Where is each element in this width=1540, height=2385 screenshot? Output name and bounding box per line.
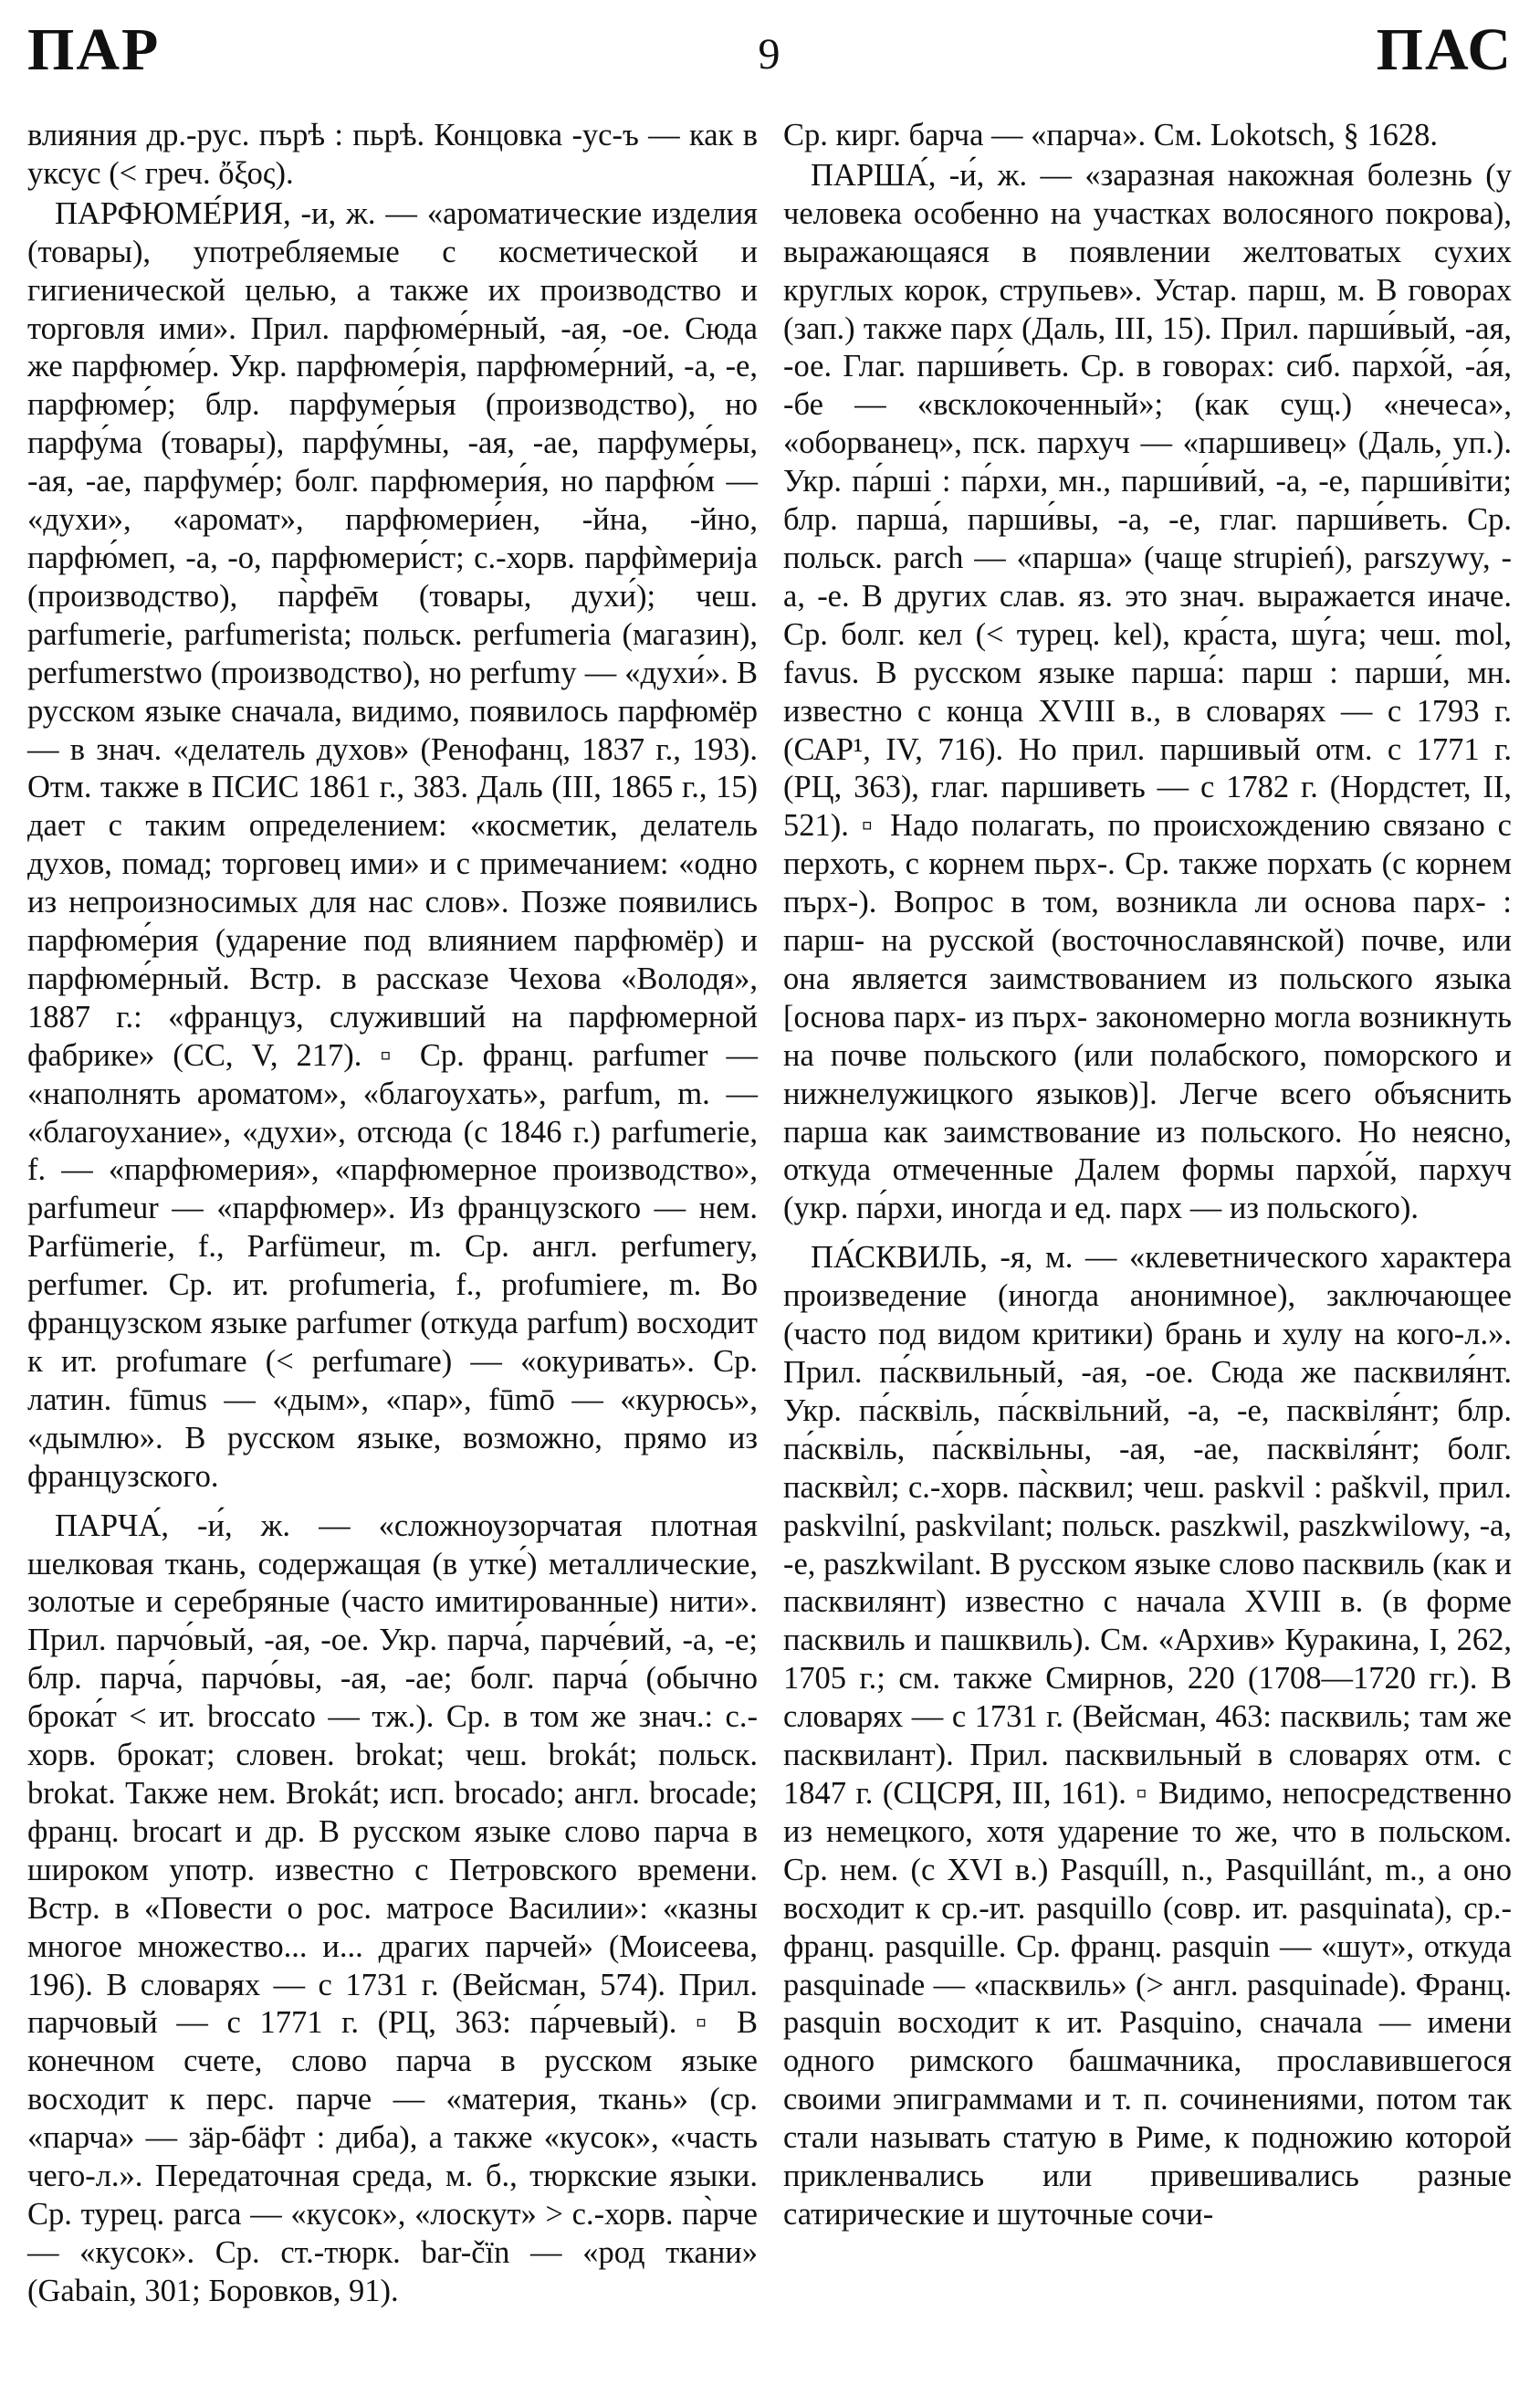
entry-parsha: ПАРША́, -и́, ж. — «заразная накожная болезнь (у человека особенно на участках волосяного покрова), выражающаяся в появлении желтоватых сухих круглых корок, струпьев». Устар. парш, м. В говорах (зап.) также парх (Даль, III, 15). Прил. парши́вый, -ая, -ое. Глаг. парши́веть. Ср. в говорах: сиб. пархо́й, -а́я, -бе — «всклокоченный»; (как сущ.) «нечеса», «оборванец», пск. пархуч — «паршивец» (Даль, уп.). Укр. па́рші : па́рхи, мн., парши́вий, -а, -е, парши́віти; блр. парша́, парши́вы, -а, -е, глаг. парши́веть. Ср. польск. parch — «парша» (чаще strupień), parszywy, -a, -e. В других слав. яз. это знач. выражается иначе. Ср. болг. кел (< турец. kel), кра́ста, шу́га; чеш. mol, favus. В русском языке парша́: парш : парши́, мн. известно с конца XVIII в., в словарях — с 1793 г. (САР¹, IV, 716). Но прил. паршивый отм. с 1771 г. (РЦ, 363), глаг. паршиветь — с 1782 г. (Нордстет, II, 521). ▫ Надо полагать, по происхождению связано с перхоть, с корнем пьрх-. Ср. также порхать (с корнем пърх-). Вопрос в том, возникла ли основа парх- : парш- на русской (восточнославянской) почве, или она является заимствованием из польского языка [основа парх- из пърх- закономерно могла возникнуть на почве польского (или полабского, поморского и нижнелужицкого языков)]. Легче всего объяснить парша как заимствование из польского. Но неясно, откуда отмеченные Далем формы пархо́й, пархуч (укр. па́рхи, иногда и ед. парх — из польского). [783, 157, 1512, 1226]
right-column [783, 117, 1512, 2234]
page-number: 9 [758, 30, 782, 79]
entry-paskvil: ПА́СКВИЛЬ, -я, м. — «клеветнического характера произведение (иногда анонимное), заключающее (часто под видом критики) брань и хулу на кого-л.». Прил. па́сквильный, -ая, -ое. Сюда же пасквиля́нт. Укр. па́сквіль, па́сквільний, -а, -е, пасквіля́нт; блр. па́сквіль, па́сквільны, -ая, -ае, пасквіля́нт; болг. пасквѝл; с.-хорв. па̀сквил; чеш. paskvil : paškvil, прил. paskvilní, paskvilant; польск. paszkwil, paszkwilowy, -a, -e, paszkwilant. В русском языке слово пасквиль (как и пасквилянт) известно с начала XVIII в. (в форме пасквиль и пашквиль). См. «Архив» Куракина, I, 262, 1705 г.; см. также Смирнов, 220 (1708—1720 гг.). В словарях — с 1731 г. (Вейсман, 463: пасквиль; там же пасквилант). Прил. пасквильный в словарях отм. с 1847 г. (СЦСРЯ, III, 161). ▫ Видимо, непосредственно из немецкого, хотя ударение то же, что в польском. Ср. нем. (с XVI в.) Pasquíll, n., Pasquillánt, m., а оно восходит к ср.-ит. pasquillo (совр. ит. pasquinata), ср.-франц. pasquille. Ср. франц. pasquin — «шут», откуда pasquinade — «пасквиль» (> англ. pasquinade). Франц. pasquin восходит к ит. Pasquino, сначала — имени одного римского башмачника, прославившегося своими эпиграммами и т. п. сочинениями, потом так стали называть статую в Риме, к подножию которой прикленвались или привешивались разные сатирические и шуточные сочи- [783, 1240, 1512, 2232]
running-head-left: ПАР [27, 16, 161, 83]
entry-parfumeriya: ПАРФЮМЕ́РИЯ, -и, ж. — «ароматические изделия (товары), употребляемые с косметической и гигиенической целью, а также их производство и торговля ими». Прил. парфюме́рный, -ая, -ое. Сюда же парфюме́р. Укр. парфюме́рія, парфюме́рний, -а, -е, парфюме́р; блр. парфуме́рыя (производство), но парфу́ма (товары), парфу́мны, -ая, -ае, парфуме́ры, -ая, -ае, парфуме́р; болг. парфюмери́я, но парфю́м — «духи», «аромат», парфюмери́ен, -йна, -йно, парфю́меп, -а, -о, парфюмери́ст; с.-хорв. парфѝмерија (производство), па̀рфе̄м (товары, духи́); чеш. parfumerie, parfumerista; польск. perfumeria (магазин), perfumerstwo (производство), но perfumy — «духи́». В русском языке сначала, видимо, появилось парфюмёр — в знач. «делатель духов» (Ренофанц, 1837 г., 193). Отм. также в ПСИС 1861 г., 383. Даль (III, 1865 г., 15) дает с таким определением: «косметик, делатель духов, помад; торговец ими» и с примечанием: «одно из непроизносимых для нас слов». Позже появились парфюме́рия (ударение под влиянием парфюмёр) и парфюме́рный. Встр. в рассказе Чехова «Володя», 1887 г.: «француз, служивший на парфюмерной фабрике» (СС, V, 217). ▫ Ср. франц. parfumer — «наполнять ароматом», «благоухать», parfum, m. — «благоухание», «духи», отсюда (с 1846 г.) parfumerie, f. — «парфюмерия», «парфюмерное производство», parfumeur — «парфюмер». Из французского — нем. Parfümerie, f., Parfümeur, m. Ср. англ. perfumery, perfumer. Ср. ит. profumeria, f., profumiere, m. Во французском языке parfumer (откуда parfum) восходит к ит. profumare (< perfumare) — «окуривать». Ср. латин. fūmus — «дым», «пар», fūmō — «курюсь», «дымлю». В русском языке, возможно, прямо из французского. [27, 195, 758, 1494]
running-head-right: ПАС [1376, 16, 1513, 83]
entry-parcha: ПАРЧА́, -и́, ж. — «сложноузорчатая плотная шелковая ткань, содержащая (в утке́) металлические, золотые и серебряные (часто имитированные) нити». Прил. парчо́вый, -ая, -ое. Укр. парча́, парче́вий, -а, -е; блр. парча́, парчо́вы, -ая, -ае; болг. парча́ (обычно брока́т < ит. broccato — тж.). Ср. в том же знач.: с.-хорв. брокат; словен. brokat; чеш. brokát; польск. brokat. Также нем. Brokát; исп. brocado; англ. brocade; франц. brocart и др. В русском языке слово парча в широком употр. известно с Петровского времени. Встр. в «Повести о рос. матросе Василии»: «казны многое множество... и... драгих парчей» (Моисеева, 196). В словарях — с 1731 г. (Вейсман, 574). Прил. парчовый — с 1771 г. (РЦ, 363: па́рчевый). ▫ В конечном счете, слово парча в русском языке восходит к перс. парче — «материя, ткань» (ср. «парча» — зäр-бäфт : диба), а также «кусок», «часть чего-л.». Передаточная среда, м. б., тюркские языки. Ср. турец. parca — «кусок», «лоскут» > с.-хорв. па̀рче — «кусок». Ср. ст.-тюрк. bar-čïn — «род ткани» (Gabain, 301; Боровков, 91). [27, 1508, 758, 2308]
continuation-paragraph: влияния др.-рус. пърѣ : пьрѣ. Концовка -ус-ъ — как в уксус (< греч. ὄξος). [27, 118, 758, 191]
left-column [27, 117, 758, 2311]
continuation-paragraph: Ср. кирг. барча — «парча». См. Lokotsch, § 1628. [783, 118, 1438, 152]
